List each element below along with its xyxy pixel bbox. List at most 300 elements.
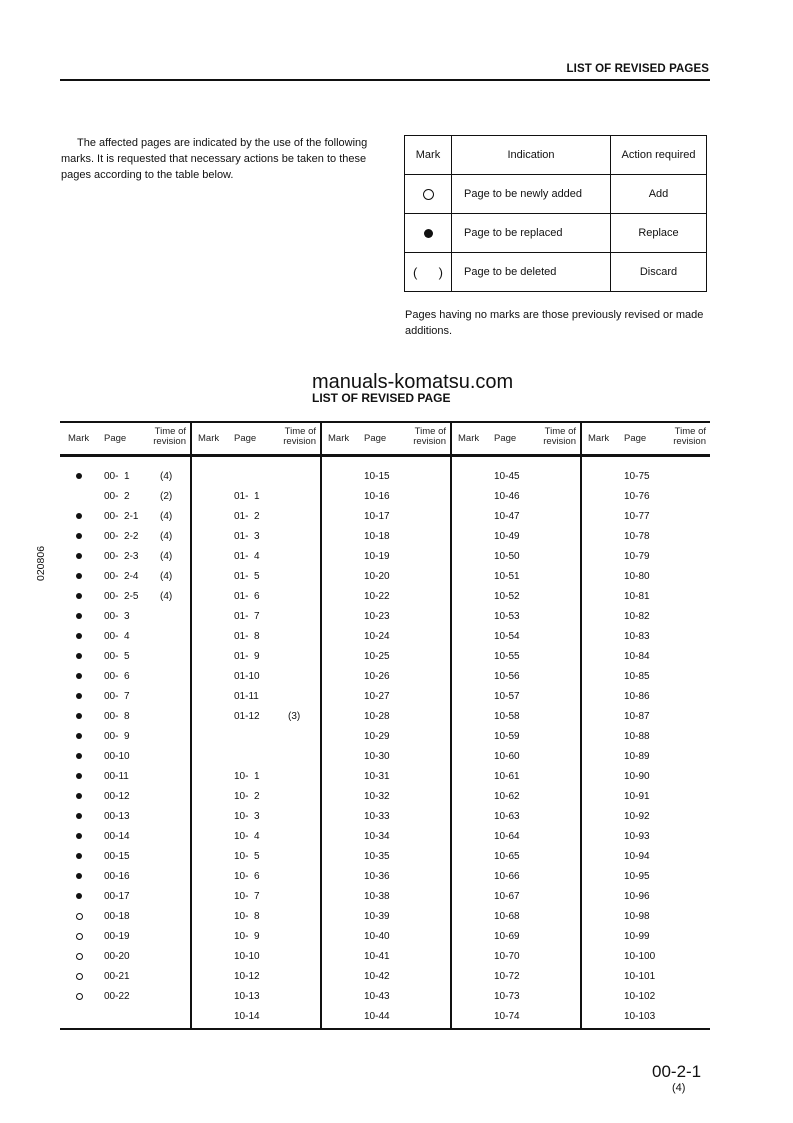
row-page: 01- 9 [234, 651, 260, 662]
row-page: 10-47 [494, 511, 520, 522]
row-page: 10-33 [364, 811, 390, 822]
row-page: 00-11 [104, 771, 129, 782]
row-page: 10-22 [364, 591, 390, 602]
table-row [190, 827, 320, 847]
row-page: 10-57 [494, 691, 520, 702]
row-page: 10-72 [494, 971, 520, 982]
row-page: 10-101 [624, 971, 656, 982]
row-page: 01- 5 [234, 571, 260, 582]
table-row [320, 527, 450, 547]
row-revision: (4) [160, 591, 173, 602]
row-page: 10- 2 [234, 791, 260, 802]
row-page: 10-28 [364, 711, 390, 722]
table-row [580, 947, 710, 967]
table-row [190, 947, 320, 967]
table-row [450, 887, 580, 907]
table-row [580, 647, 710, 667]
footer-revision: (4) [672, 1082, 686, 1094]
table-row [60, 487, 190, 507]
row-page: 10-95 [624, 871, 650, 882]
open-circle-icon [76, 913, 83, 920]
row-page: 01- 2 [234, 511, 260, 522]
table-row [190, 1007, 320, 1027]
table-row [190, 787, 320, 807]
row-mark [72, 707, 86, 727]
row-mark [72, 887, 86, 907]
table-row [60, 587, 190, 607]
table-row [320, 947, 450, 967]
row-page: 10- 9 [234, 931, 260, 942]
table-row [450, 627, 580, 647]
filled-circle-icon [424, 229, 433, 238]
filled-circle-icon [76, 753, 82, 759]
table-row [320, 747, 450, 767]
table-row [580, 807, 710, 827]
row-page: 01- 6 [234, 591, 260, 602]
row-page: 10-19 [364, 551, 390, 562]
table-row [190, 747, 320, 767]
table-row [320, 1007, 450, 1027]
row-mark [72, 967, 86, 987]
row-page: 10-66 [494, 871, 520, 882]
row-page: 01-10 [234, 671, 260, 682]
row-page: 10-35 [364, 851, 390, 862]
legend-indication: Page to be replaced [452, 214, 611, 253]
table-row [450, 787, 580, 807]
table-row [580, 987, 710, 1007]
row-page: 10-99 [624, 931, 650, 942]
table-row [320, 707, 450, 727]
row-page: 10-56 [494, 671, 520, 682]
row-page: 10-45 [494, 471, 520, 482]
row-page: 10-78 [624, 531, 650, 542]
table-row [60, 647, 190, 667]
table-row [580, 667, 710, 687]
filled-circle-icon [76, 633, 82, 639]
col-header-page: Page [234, 433, 257, 444]
table-row [190, 907, 320, 927]
row-page: 10- 1 [234, 771, 260, 782]
table-row [450, 867, 580, 887]
row-page: 10-44 [364, 1011, 390, 1022]
table-row [580, 847, 710, 867]
table-row [60, 467, 190, 487]
row-mark [72, 987, 86, 1007]
table-row [60, 607, 190, 627]
row-page: 10-40 [364, 931, 390, 942]
row-page: 10-41 [364, 951, 390, 962]
col-header-time-of-revision: Time of revision [413, 426, 446, 447]
table-row [450, 707, 580, 727]
row-page: 00- 4 [104, 631, 130, 642]
row-mark [72, 787, 86, 807]
open-circle-icon [76, 953, 83, 960]
row-page: 00-19 [104, 931, 130, 942]
row-page: 10-98 [624, 911, 650, 922]
filled-circle-icon [76, 693, 82, 699]
row-page: 10-74 [494, 1011, 520, 1022]
row-page: 10- 7 [234, 891, 260, 902]
table-row [580, 607, 710, 627]
filled-circle-icon [76, 873, 82, 879]
row-page: 01- 8 [234, 631, 260, 642]
row-page: 10-14 [234, 1011, 260, 1022]
row-page: 10-42 [364, 971, 390, 982]
filled-circle-icon [76, 473, 82, 479]
table-row [450, 687, 580, 707]
row-page: 00- 6 [104, 671, 130, 682]
row-page: 10- 4 [234, 831, 260, 842]
table-row [60, 667, 190, 687]
table-row [320, 567, 450, 587]
table-row [450, 567, 580, 587]
table-row [580, 487, 710, 507]
table-row [580, 887, 710, 907]
row-page: 10-79 [624, 551, 650, 562]
table-row [320, 927, 450, 947]
table-row [450, 987, 580, 1007]
table-row [450, 587, 580, 607]
col-header-mark: Mark [458, 433, 480, 444]
row-page: 10-27 [364, 691, 390, 702]
row-page: 10-31 [364, 771, 390, 782]
table-row [580, 907, 710, 927]
table-row [580, 827, 710, 847]
row-page: 00-14 [104, 831, 130, 842]
row-page: 10-87 [624, 711, 650, 722]
table-row [190, 927, 320, 947]
table-row [450, 667, 580, 687]
table-row [60, 887, 190, 907]
col-header-page: Page [494, 433, 517, 444]
table-row [580, 587, 710, 607]
table-row [190, 867, 320, 887]
row-page: 01- 4 [234, 551, 260, 562]
row-page: 10-75 [624, 471, 650, 482]
table-row [60, 927, 190, 947]
table-row [320, 867, 450, 887]
col-header-page: Page [364, 433, 387, 444]
col-header-time-of-revision: Time of revision [283, 426, 316, 447]
table-row [450, 1007, 580, 1027]
legend-indication: Page to be newly added [452, 175, 611, 214]
table-row [450, 907, 580, 927]
footer-page-number: 00-2-1 [652, 1062, 702, 1081]
filled-circle-icon [76, 713, 82, 719]
legend-header-row [405, 136, 707, 175]
table-header-rule [60, 454, 710, 457]
row-page: 00-20 [104, 951, 130, 962]
open-circle-icon [423, 189, 434, 200]
row-page: 00-12 [104, 791, 130, 802]
table-row [320, 647, 450, 667]
row-page: 10-89 [624, 751, 650, 762]
table-row [580, 727, 710, 747]
table-row [320, 587, 450, 607]
filled-circle-icon [76, 573, 82, 579]
filled-circle-icon [76, 733, 82, 739]
row-mark [72, 747, 86, 767]
row-page: 10-83 [624, 631, 650, 642]
table-row [580, 767, 710, 787]
row-page: 10-59 [494, 731, 520, 742]
row-page: 10-102 [624, 991, 656, 1002]
table-row [60, 707, 190, 727]
row-page: 00- 2-3 [104, 551, 139, 562]
table-row [320, 967, 450, 987]
row-page: 10-67 [494, 891, 520, 902]
table-row [320, 987, 450, 1007]
table-row [580, 687, 710, 707]
row-page: 00- 2-1 [104, 511, 139, 522]
row-page: 10-76 [624, 491, 650, 502]
side-stamp: 020806 [35, 545, 47, 581]
row-revision: (4) [160, 531, 173, 542]
row-page: 10- 5 [234, 851, 260, 862]
row-page: 10-29 [364, 731, 390, 742]
filled-circle-icon [76, 533, 82, 539]
table-row [190, 567, 320, 587]
table-row [450, 507, 580, 527]
table-row [60, 807, 190, 827]
table-row [450, 607, 580, 627]
table-row [580, 707, 710, 727]
table-row [580, 627, 710, 647]
table-row [190, 627, 320, 647]
row-page: 10-15 [364, 471, 390, 482]
row-page: 01- 3 [234, 531, 260, 542]
row-page: 00- 2-5 [104, 591, 139, 602]
table-row [320, 607, 450, 627]
row-page: 10-77 [624, 511, 650, 522]
filled-circle-icon [76, 793, 82, 799]
table-row [320, 827, 450, 847]
col-header-time-of-revision: Time of revision [543, 426, 576, 447]
table-row [190, 847, 320, 867]
open-circle-icon [76, 973, 83, 980]
table-row [450, 467, 580, 487]
row-mark [72, 767, 86, 787]
row-page: 10-24 [364, 631, 390, 642]
legend-header-action: Action required [611, 136, 707, 175]
table-row [60, 767, 190, 787]
row-page: 10-52 [494, 591, 520, 602]
table-row [450, 527, 580, 547]
table-row [190, 987, 320, 1007]
table-row [60, 627, 190, 647]
table-row [190, 607, 320, 627]
table-row [450, 727, 580, 747]
row-mark [72, 867, 86, 887]
table-row [580, 547, 710, 567]
col-header-mark: Mark [68, 433, 90, 444]
row-page: 10-23 [364, 611, 390, 622]
table-row [320, 787, 450, 807]
row-page: 10-26 [364, 671, 390, 682]
table-row [320, 667, 450, 687]
row-page: 10-39 [364, 911, 390, 922]
table-row [580, 867, 710, 887]
row-revision: (3) [288, 711, 301, 722]
row-page: 10-43 [364, 991, 390, 1002]
running-header-title: LIST OF REVISED PAGES [566, 63, 709, 75]
table-row [450, 487, 580, 507]
row-page: 00-13 [104, 811, 130, 822]
row-page: 10-50 [494, 551, 520, 562]
filled-circle-icon [76, 593, 82, 599]
table-row [190, 667, 320, 687]
row-page: 00- 3 [104, 611, 130, 622]
row-page: 10-62 [494, 791, 520, 802]
row-mark [72, 667, 86, 687]
row-page: 00-21 [104, 971, 130, 982]
row-mark [72, 907, 86, 927]
table-row [190, 727, 320, 747]
table-row [320, 627, 450, 647]
table-row [450, 767, 580, 787]
table-row [580, 1007, 710, 1027]
table-row [60, 847, 190, 867]
row-revision: (4) [160, 551, 173, 562]
row-mark [72, 507, 86, 527]
row-page: 10-84 [624, 651, 650, 662]
table-row [60, 827, 190, 847]
row-page: 10- 6 [234, 871, 260, 882]
legend-header-mark: Mark [405, 136, 452, 175]
row-page: 01-11 [234, 691, 259, 702]
legend-action: Add [611, 175, 707, 214]
row-page: 10-80 [624, 571, 650, 582]
filled-circle-icon [76, 853, 82, 859]
table-row [580, 927, 710, 947]
row-page: 10-88 [624, 731, 650, 742]
table-row [320, 767, 450, 787]
row-page: 10- 8 [234, 911, 260, 922]
table-row [190, 647, 320, 667]
table-row [60, 967, 190, 987]
col-header-mark: Mark [588, 433, 610, 444]
open-circle-icon [76, 993, 83, 1000]
row-page: 10-94 [624, 851, 650, 862]
table-top-rule [60, 421, 710, 423]
filled-circle-icon [76, 833, 82, 839]
row-page: 10-49 [494, 531, 520, 542]
row-page: 00- 2-2 [104, 531, 139, 542]
table-row [60, 867, 190, 887]
legend-row-replace [405, 214, 707, 253]
table-row [190, 887, 320, 907]
row-page: 10-13 [234, 991, 260, 1002]
legend-row-discard [405, 253, 707, 292]
col-header-page: Page [104, 433, 127, 444]
table-row [320, 727, 450, 747]
table-row [580, 467, 710, 487]
row-page: 10-63 [494, 811, 520, 822]
legend-row-add [405, 175, 707, 214]
col-header-time-of-revision: Time of revision [153, 426, 186, 447]
row-page: 10-64 [494, 831, 520, 842]
row-page: 00-18 [104, 911, 130, 922]
row-page: 00- 2-4 [104, 571, 139, 582]
row-page: 00- 1 [104, 471, 130, 482]
table-row [190, 707, 320, 727]
row-revision: (4) [160, 571, 173, 582]
col-header-mark: Mark [198, 433, 220, 444]
row-page: 10-60 [494, 751, 520, 762]
table-row [580, 507, 710, 527]
row-mark [72, 547, 86, 567]
row-page: 01- 1 [234, 491, 260, 502]
table-row [60, 567, 190, 587]
row-revision: (4) [160, 471, 173, 482]
intro-paragraph: The affected pages are indicated by the use of the following marks. It is requested that necessary actions be taken to these pages according to the table below. [61, 137, 368, 181]
row-mark [72, 927, 86, 947]
row-page: 00- 8 [104, 711, 130, 722]
table-row [190, 807, 320, 827]
row-page: 10-53 [494, 611, 520, 622]
table-row [320, 807, 450, 827]
row-page: 10-86 [624, 691, 650, 702]
row-page: 00-16 [104, 871, 130, 882]
filled-circle-icon [76, 893, 82, 899]
row-page: 00-22 [104, 991, 130, 1002]
row-page: 10-10 [234, 951, 260, 962]
row-mark [72, 587, 86, 607]
row-page: 01-12 [234, 711, 260, 722]
filled-circle-icon [76, 673, 82, 679]
table-row [580, 527, 710, 547]
legend-header-indication: Indication [452, 136, 611, 175]
table-row [580, 747, 710, 767]
row-page: 00- 2 [104, 491, 130, 502]
table-row [60, 727, 190, 747]
row-revision: (4) [160, 511, 173, 522]
row-page: 10-34 [364, 831, 390, 842]
marks-legend-table [404, 135, 707, 292]
filled-circle-icon [76, 553, 82, 559]
table-row [190, 507, 320, 527]
row-page: 10- 3 [234, 811, 260, 822]
row-revision: (2) [160, 491, 173, 502]
table-row [450, 927, 580, 947]
row-page: 10-91 [624, 791, 650, 802]
col-header-mark: Mark [328, 433, 350, 444]
row-mark [72, 467, 86, 487]
table-row [320, 547, 450, 567]
header-rule [60, 79, 710, 81]
row-page: 10-12 [234, 971, 260, 982]
table-row [60, 747, 190, 767]
row-page: 10-25 [364, 651, 390, 662]
row-page: 00- 5 [104, 651, 130, 662]
row-page: 10-17 [364, 511, 390, 522]
table-row [450, 847, 580, 867]
table-row [190, 967, 320, 987]
table-row [60, 1007, 190, 1027]
col-header-page: Page [624, 433, 647, 444]
row-mark [72, 807, 86, 827]
row-page: 00-10 [104, 751, 130, 762]
filled-circle-icon [76, 813, 82, 819]
table-row [190, 587, 320, 607]
watermark-text: manuals-komatsu.com [312, 371, 514, 393]
row-mark [72, 687, 86, 707]
table-row [320, 467, 450, 487]
table-bottom-rule [60, 1028, 710, 1030]
row-page: 10-73 [494, 991, 520, 1002]
table-row [580, 787, 710, 807]
table-row [320, 487, 450, 507]
